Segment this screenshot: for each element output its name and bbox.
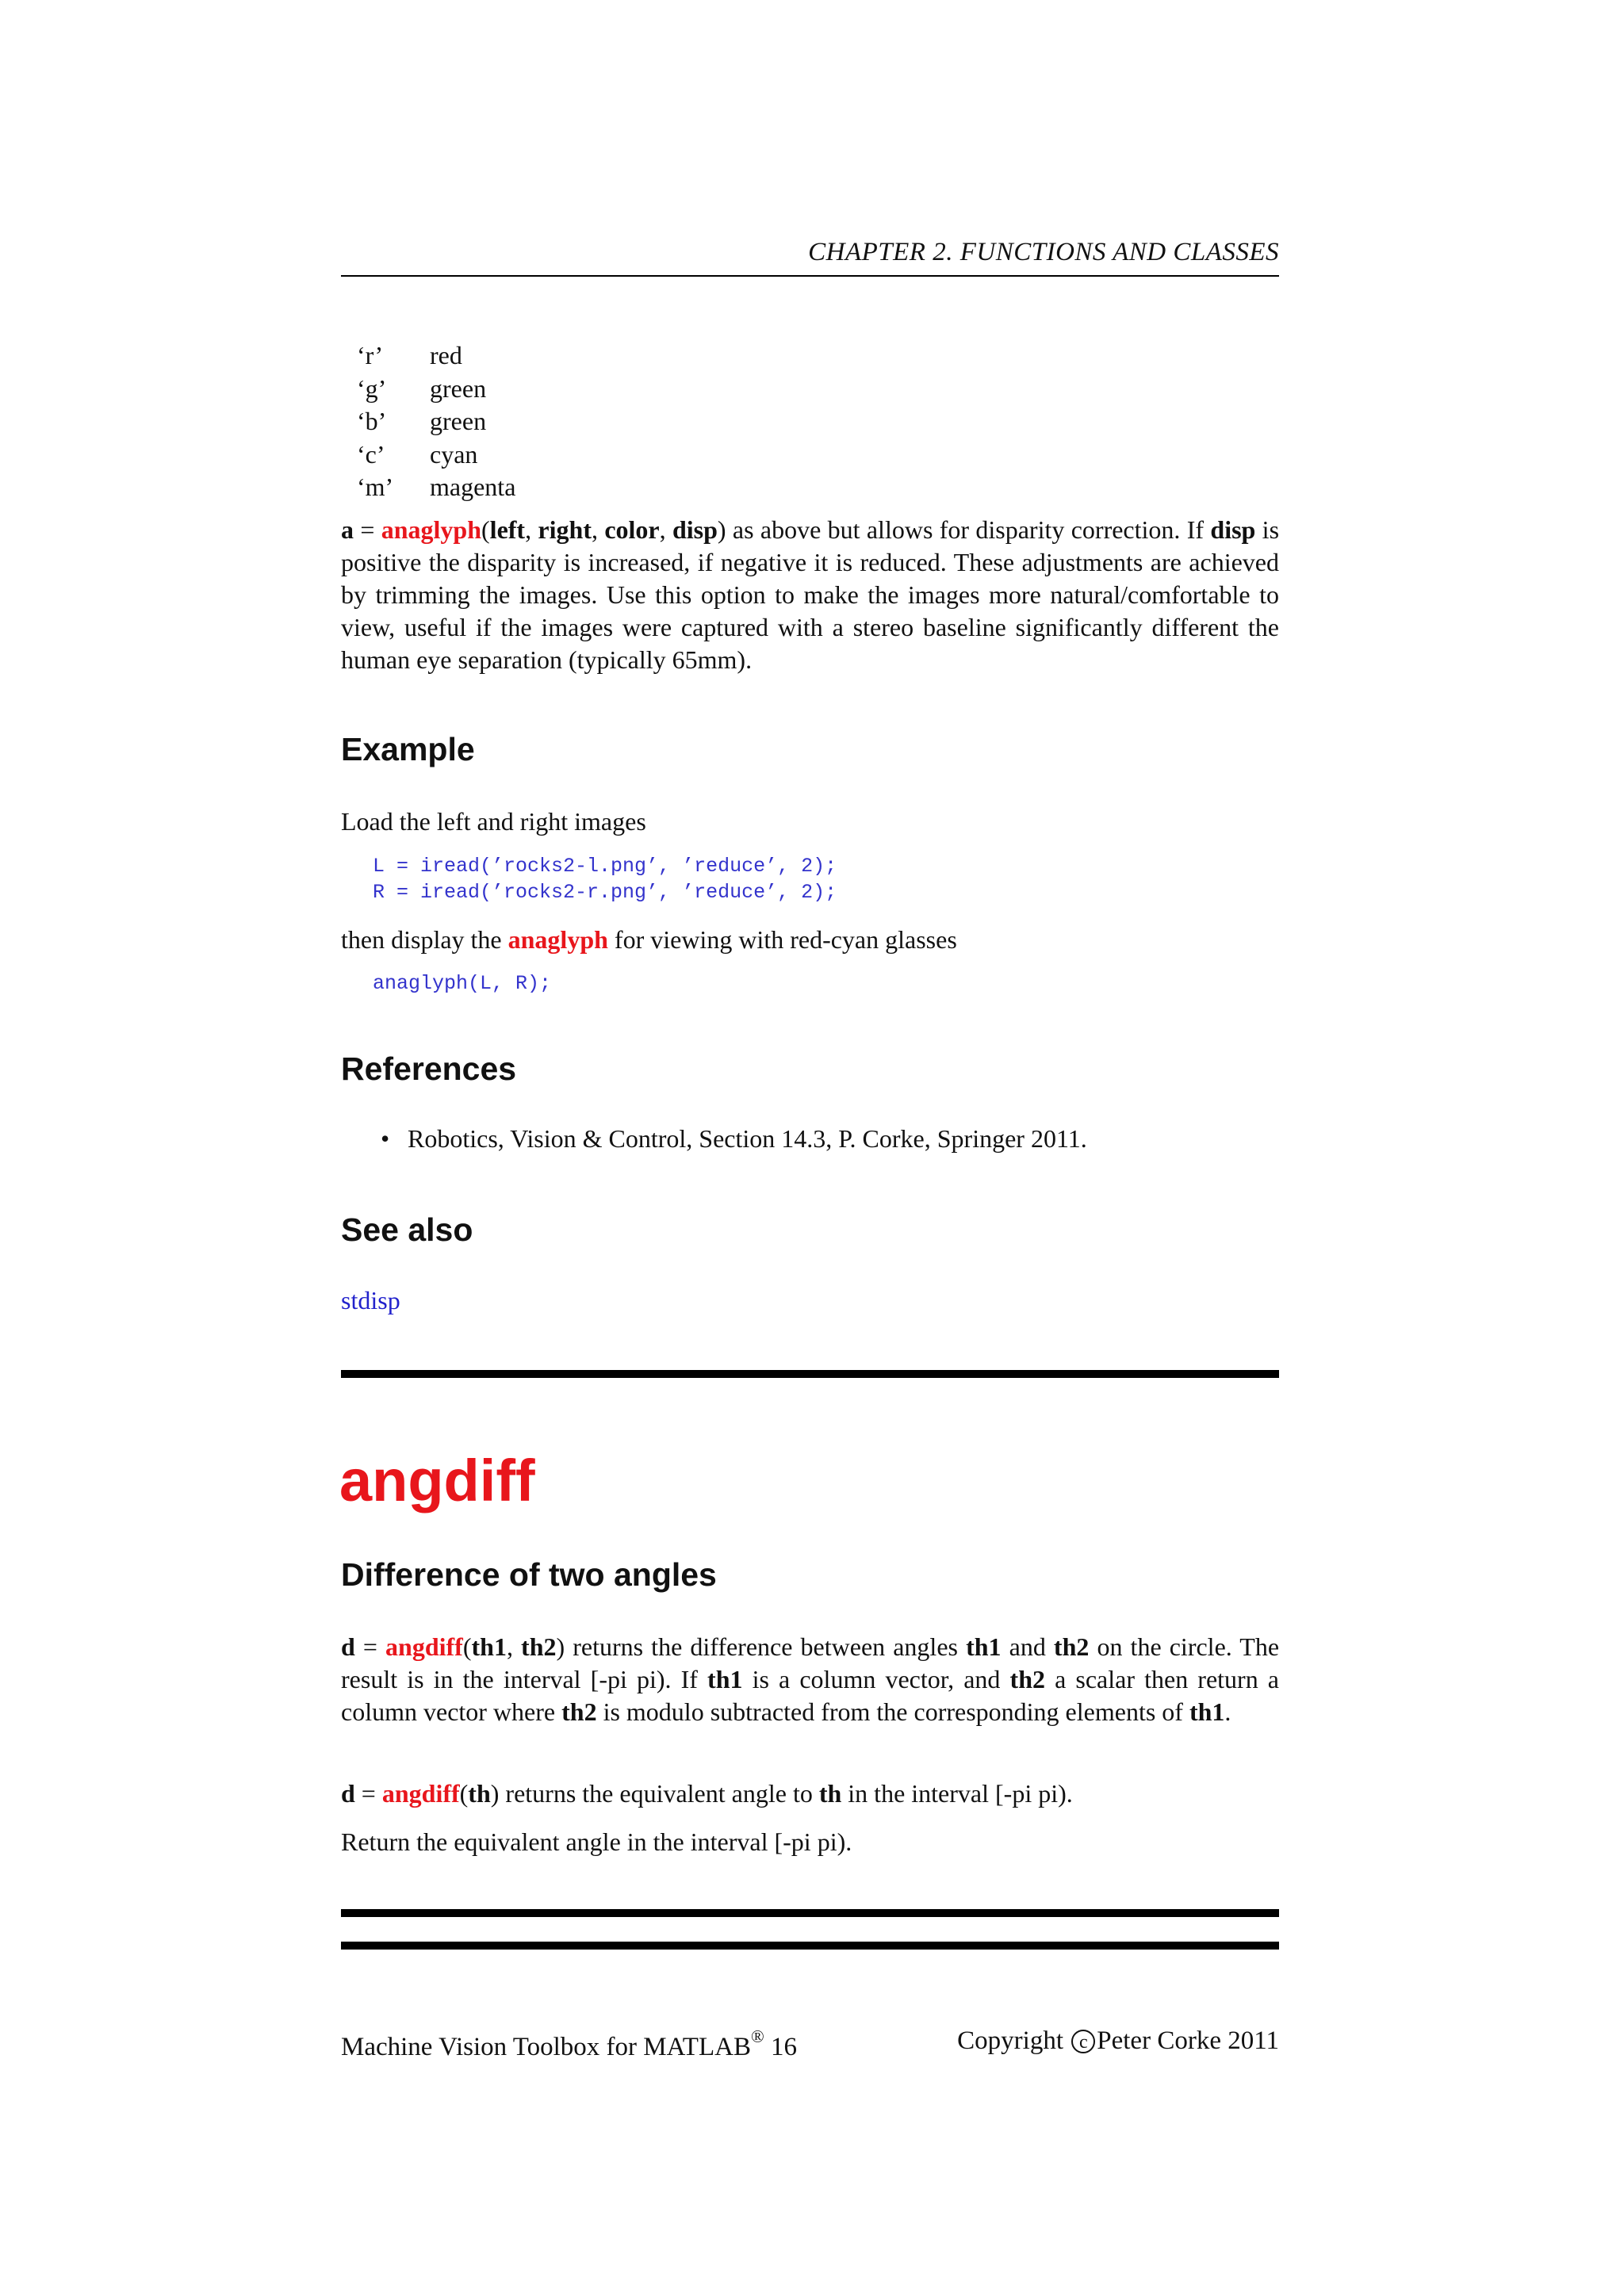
example-display-text: then display the anaglyph for viewing with red-cyan glasses: [341, 925, 957, 954]
function-subtitle: Difference of two angles: [341, 1556, 717, 1593]
footer-title: Machine Vision Toolbox for MATLAB® 16: [341, 2026, 797, 2061]
footer-copyright: Copyright c Peter Corke 2011: [957, 2026, 1279, 2055]
table-row: ‘c’ cyan: [357, 439, 478, 469]
section-divider: [341, 1942, 1279, 1950]
table-row: ‘b’ green: [357, 407, 487, 435]
section-divider: [341, 1909, 1279, 1917]
reference-item: • Robotics, Vision & Control, Section 14.3, P. Corke, Springer 2011.: [381, 1124, 1087, 1153]
section-divider: [341, 1370, 1279, 1378]
page-number: 16: [764, 2033, 797, 2061]
code-block-load: L = iread(’rocks2-l.png’, ’reduce’, 2); R = iread(’rocks2-r.png’, ’reduce’, 2);: [373, 855, 837, 904]
color-code-table: [357, 339, 515, 504]
angdiff-return: Return the equivalent angle in the interval [-pi pi).: [341, 1827, 852, 1856]
function-title: angdiff: [339, 1448, 535, 1513]
code-block-anaglyph: anaglyph(L, R);: [373, 972, 552, 995]
references-heading: References: [341, 1050, 517, 1087]
example-heading: Example: [341, 731, 475, 767]
see-also-link-stdisp[interactable]: stdisp: [341, 1286, 400, 1314]
table-row: ‘m’ magenta: [357, 473, 516, 501]
example-intro: Load the left and right images: [341, 807, 646, 836]
running-head: CHAPTER 2. FUNCTIONS AND CLASSES: [808, 238, 1279, 266]
angdiff-single-arg: d = angdiff(th) returns the equivalent angle to th in the interval [-pi pi).: [341, 1779, 1073, 1808]
see-also-heading: See also: [341, 1211, 473, 1248]
bullet-icon: •: [381, 1124, 390, 1153]
table-row: ‘g’ green: [357, 373, 487, 403]
angdiff-description: d = angdiff(th1, th2) returns the difference between angles th1 and th2 on the circle. The result is in the interval [-pi pi). If th1 is a column vector, and th2 a scalar then return a column vector where th2 is modulo subtracted from the corresponding elements of th1.: [341, 1632, 1280, 1726]
disparity-paragraph: a = anaglyph(left, right, color, disp) as above but allows for disparity correction. If disp is positive the disparity is increased, if negative it is reduced. These adjustments are achieved by trimming the images. Use this option to make the images more natural/comfortable to view, useful if the images were captured with a stereo baseline significantly different the human eye separation (typically 65mm).: [341, 515, 1280, 674]
copyright-icon: c: [1071, 2030, 1095, 2053]
registered-mark: ®: [750, 2026, 764, 2046]
header-rule: [341, 275, 1279, 277]
table-row: ‘r’ red: [357, 341, 462, 369]
